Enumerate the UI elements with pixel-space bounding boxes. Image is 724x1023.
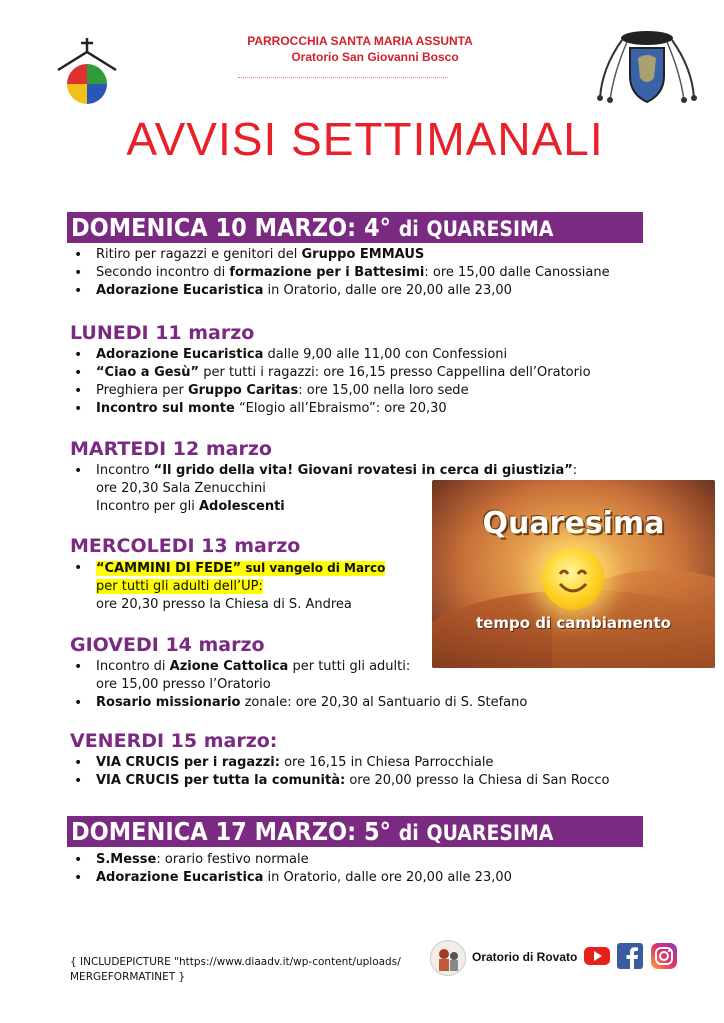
sunday-2-tail: QUARESIMA <box>426 821 554 845</box>
list-item: • Adorazione Eucaristica dalle 9,00 alle 11,00 con Confessioni <box>70 346 591 364</box>
oratory-logo <box>54 36 120 110</box>
list-item: • Rosario missionario zonale: ore 20,30 al Santuario di S. Stefano <box>70 694 527 712</box>
coat-of-arms-icon <box>592 28 702 108</box>
footer-field-code: { INCLUDEPICTURE "https://www.diaadv.it/wp-content/uploads/ MERGEFORMATINET } <box>70 956 401 983</box>
list-item: • VIA CRUCIS per i ragazzi: ore 16,15 in Chiesa Parrocchiale <box>70 754 610 772</box>
oratory-name: Oratorio San Giovanni Bosco <box>291 50 459 64</box>
list-item: • Incontro di Azione Cattolica per tutti gli adulti: <box>70 658 527 676</box>
list-item: • Incontro sul monte “Elogio all’Ebraismo”: ore 20,30 <box>70 400 591 418</box>
oratory-avatar <box>430 940 466 976</box>
list-item-continuation: Incontro per gli Adolescenti <box>96 499 285 514</box>
list-item: • Incontro “Il grido della vita! Giovani rovatesi in cerca di giustizia”: <box>70 462 577 480</box>
parish-name: PARROCCHIA SANTA MARIA ASSUNTA <box>247 34 473 48</box>
wednesday-list <box>70 559 385 614</box>
list-item: • S.Messe: orario festivo normale <box>70 851 512 869</box>
image-subtitle: tempo di cambiamento <box>476 614 671 632</box>
header-divider <box>238 77 448 80</box>
list-item: • Secondo incontro di formazione per i Battesimi: ore 15,00 dalle Canossiane <box>70 264 610 282</box>
list-item: • Ritiro per ragazzi e genitori del Gruppo EMMAUS <box>70 246 610 264</box>
quaresima-image <box>432 480 715 668</box>
sunday-2-main: DOMENICA 17 MARZO: 5° <box>71 817 391 846</box>
sunday-1-di: di <box>398 217 419 241</box>
sunday-banner-1 <box>67 212 643 243</box>
day-heading-monday: LUNEDI 11 marzo <box>70 322 255 344</box>
smiley-sun-icon <box>542 548 604 610</box>
list-item: • “Ciao a Gesù” per tutti i ragazzi: ore 16,15 presso Cappellina dell’Oratorio <box>70 364 591 382</box>
list-item: • Adorazione Eucaristica in Oratorio, dalle ore 20,00 alle 23,00 <box>70 282 610 300</box>
sunday-banner-2 <box>67 816 643 847</box>
monday-list <box>70 346 591 418</box>
day-heading-wednesday: MERCOLEDI 13 marzo <box>70 535 301 557</box>
list-item: • “CAMMINI DI FEDE” sul vangelo di Marco <box>70 559 385 578</box>
instagram-icon[interactable] <box>651 943 677 969</box>
friday-list <box>70 754 610 790</box>
list-item-continuation: per tutti gli adulti dell’UP: <box>96 579 263 594</box>
list-item: • VIA CRUCIS per tutta la comunità: ore 20,00 presso la Chiesa di San Rocco <box>70 772 610 790</box>
image-title: Quaresima <box>482 506 665 541</box>
oratory-social-name: Oratorio di Rovato <box>472 950 578 964</box>
list-item-continuation: ore 15,00 presso l’Oratorio <box>96 677 271 692</box>
sunday-1-list <box>70 246 610 300</box>
list-item: • Preghiera per Gruppo Caritas: ore 15,00 nella loro sede <box>70 382 591 400</box>
sunday-1-tail: QUARESIMA <box>426 217 554 241</box>
sunday-2-list <box>70 851 512 887</box>
day-heading-tuesday: MARTEDI 12 marzo <box>70 438 272 460</box>
youtube-icon[interactable] <box>584 947 610 965</box>
sunday-2-di: di <box>398 821 419 845</box>
list-item-continuation: ore 20,30 Sala Zenucchini <box>96 481 266 496</box>
list-item: • Adorazione Eucaristica in Oratorio, dalle ore 20,00 alle 23,00 <box>70 869 512 887</box>
page-title: AVVISI SETTIMANALI <box>126 113 604 165</box>
day-heading-thursday: GIOVEDI 14 marzo <box>70 634 265 656</box>
day-heading-friday: VENERDI 15 marzo: <box>70 730 278 752</box>
sunday-1-main: DOMENICA 10 MARZO: 4° <box>71 213 391 242</box>
list-item-continuation: ore 20,30 presso la Chiesa di S. Andrea <box>96 597 352 612</box>
facebook-icon[interactable] <box>617 943 643 969</box>
